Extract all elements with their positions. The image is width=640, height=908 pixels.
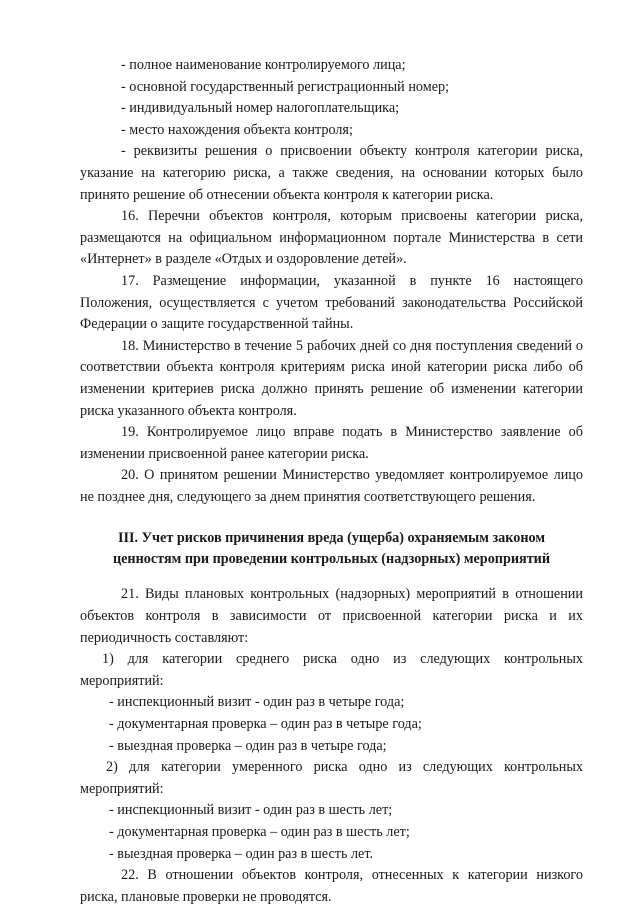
item-1: 1) для категории среднего риска одно из следующих контрольных мероприятий: (80, 651, 583, 689)
paragraph-17: 17. Размещение информации, указанной в пункте 16 настоящего Положения, осуществляется с учетом требований законодательства Российской Федерации о защите государственной тайны. (80, 272, 583, 333)
paragraph-21: 21. Виды плановых контрольных (надзорных) мероприятий в отношении объектов контроля в зависимости от присвоенной категории риска и их периодичность составляют: (80, 586, 583, 646)
paragraph-22: 22. В отношении объектов контроля, отнесенных к категории низкого риска, плановые проверки не проводятся. (80, 867, 583, 905)
list-item: - инспекционный визит - один раз в шесть лет; (109, 802, 393, 819)
list-item: - документарная проверка – один раз в шесть лет; (109, 824, 410, 840)
paragraph-16: 16. Перечни объектов контроля, которым присвоены категории риска, размещаются на официальном информационном портале Министерства в сети «Интернет» в разделе «Отдых и оздоровление детей». (80, 208, 583, 268)
paragraph-18: 18. Министерство в течение 5 рабочих дней со дня поступления сведений о соответствии объекта контроля критериям риска иной категории риска либо об изменении критериев риска должно принять решение об изменении категории риска указанного объекта контроля. (80, 337, 583, 419)
item-2: 2) для категории умеренного риска одно из следующих контрольных мероприятий: (80, 759, 583, 797)
list-item: - выездная проверка – один раз в четыре года; (109, 737, 387, 754)
section-heading-line2: ценностям при проведении контрольных (надзорных) мероприятий (112, 551, 551, 568)
document-page (80, 55, 583, 908)
list-item: - полное наименование контролируемого лица; (121, 57, 406, 73)
list-item: - реквизиты решения о присвоении объекту контроля категории риска, указание на категорию риска, а также сведения, на основании которых было принято решение об отнесении объекта контроля к категории риска. (80, 143, 583, 203)
list-item: - индивидуальный номер налогоплательщика; (121, 100, 400, 117)
paragraph-20: 20. О принятом решении Министерство уведомляет контролируемое лицо не позднее дня, следующего за днем принятия соответствующего решения. (80, 467, 583, 505)
list-item: - документарная проверка – один раз в четыре года; (109, 716, 422, 733)
list-item: - основной государственный регистрационный номер; (121, 78, 450, 95)
paragraph-19: 19. Контролируемое лицо вправе подать в Министерство заявление об изменении присвоенной ранее категории риска. (80, 424, 583, 462)
list-item: - инспекционный визит - один раз в четыре года; (109, 694, 405, 711)
list-item: - выездная проверка – один раз в шесть лет. (109, 845, 374, 862)
section-heading (80, 528, 583, 570)
list-item: - место нахождения объекта контроля; (121, 121, 353, 138)
section-heading-line1: III. Учет рисков причинения вреда (ущерба) охраняемым законом (117, 530, 546, 547)
